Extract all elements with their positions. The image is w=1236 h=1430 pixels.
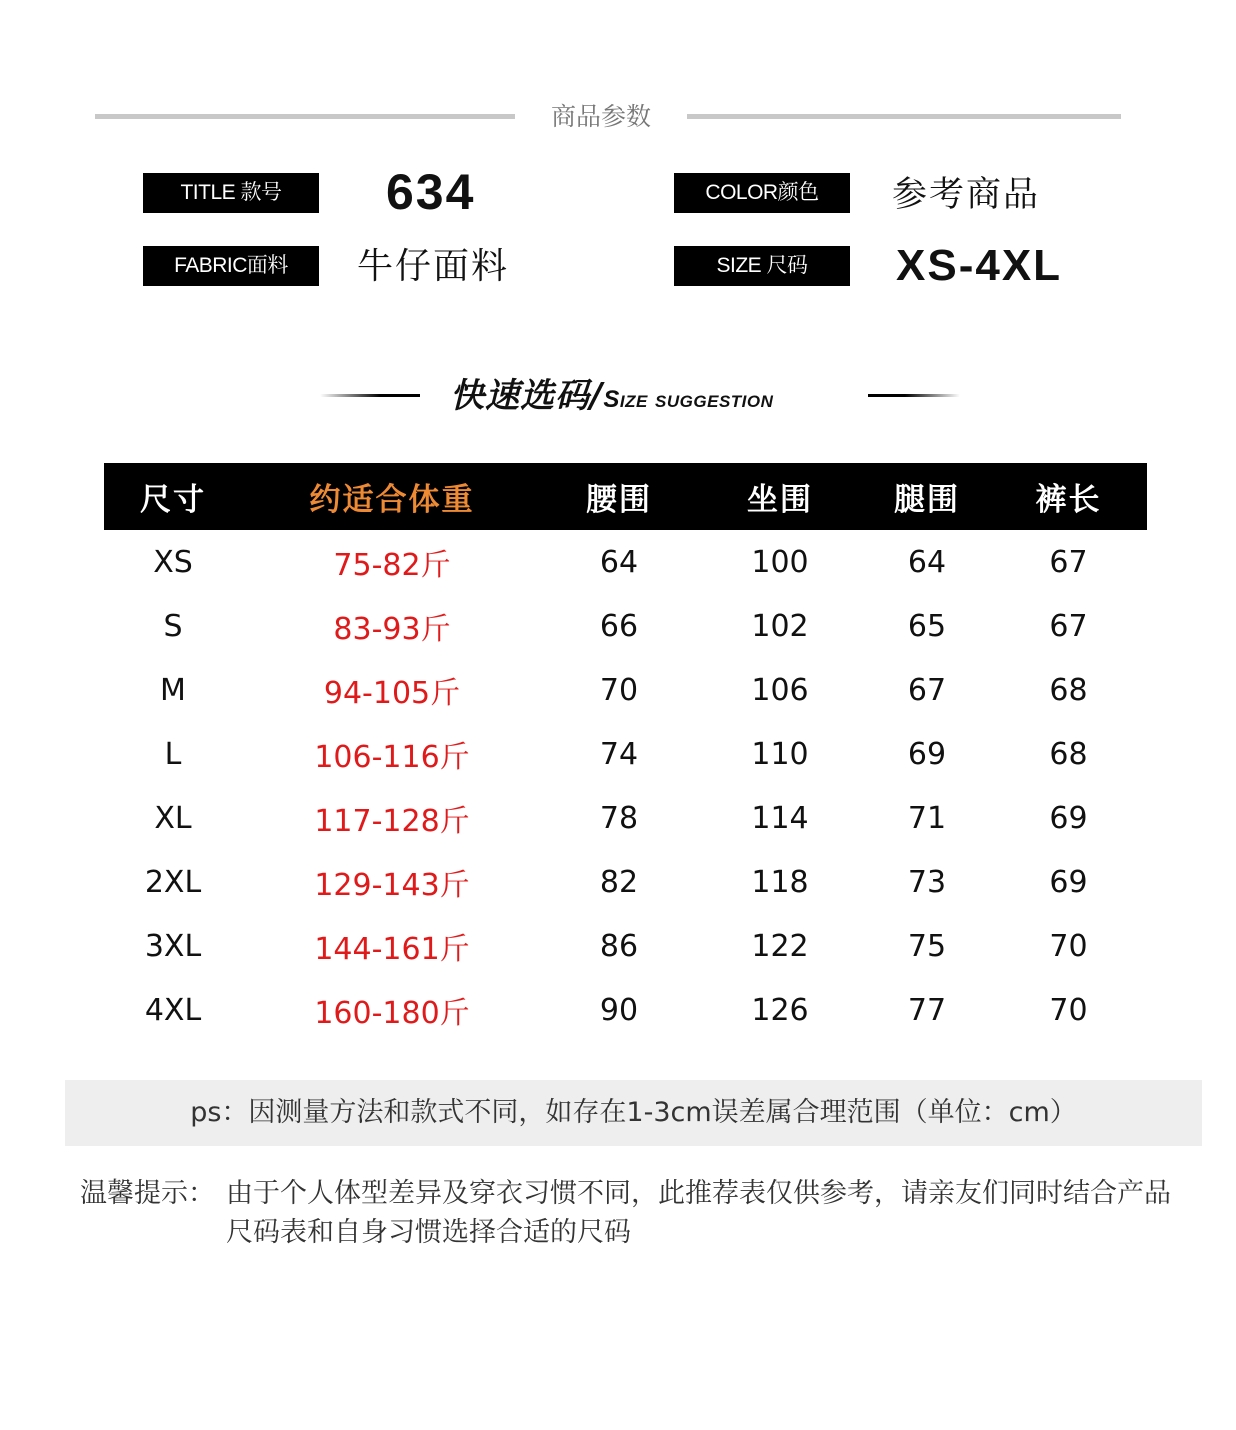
waist-cell: 90 [599, 992, 639, 1028]
fabric-value: 牛仔面料 [357, 246, 510, 287]
table-row [104, 786, 1147, 850]
divider-line [320, 394, 420, 397]
weight-cell: 144-161斤 [314, 932, 470, 967]
size-cell: XS [153, 544, 193, 580]
length-cell: 67 [1049, 544, 1088, 580]
params-heading [95, 100, 1121, 136]
hip-cell: 122 [751, 928, 809, 964]
size-cell: M [160, 672, 186, 708]
table-row [104, 722, 1147, 786]
weight-cell: 129-143斤 [314, 868, 470, 903]
header-length: 裤长 [990, 463, 1147, 530]
length-cell: 68 [1049, 672, 1088, 708]
length-cell: 69 [1049, 800, 1088, 836]
hip-cell: 106 [751, 672, 809, 708]
thigh-cell: 67 [907, 672, 947, 708]
hip-cell: 118 [751, 864, 809, 900]
header-size: 尺寸 [104, 463, 242, 530]
divider-line [687, 114, 1121, 119]
size-cell: L [164, 736, 182, 772]
table-row [104, 850, 1147, 914]
weight-cell: 75-82斤 [333, 548, 451, 583]
thigh-cell: 73 [907, 864, 947, 900]
reminder-text: 由于个人体型差异及穿衣习惯不同，此推荐表仅供参考，请亲友们同时结合产品尺码表和自身习惯选择合适的尺码 [226, 1178, 1171, 1248]
table-row [104, 530, 1147, 594]
color-tag: COLOR颜色 [674, 173, 850, 213]
weight-cell: 106-116斤 [314, 740, 470, 775]
weight-cell: 117-128斤 [314, 804, 470, 839]
table-row [104, 978, 1147, 1042]
hip-cell: 114 [751, 800, 809, 836]
size-value: XS-4XL [896, 241, 1063, 290]
title-value: 634 [386, 164, 476, 220]
header-weight: 约适合体重 [242, 463, 542, 530]
table-row [104, 594, 1147, 658]
waist-cell: 70 [599, 672, 639, 708]
waist-cell: 82 [599, 864, 639, 900]
header-hip: 坐围 [696, 463, 864, 530]
size-cell: XL [154, 800, 192, 836]
waist-cell: 64 [599, 544, 639, 580]
length-cell: 70 [1049, 992, 1088, 1028]
hip-cell: 126 [751, 992, 809, 1028]
thigh-cell: 71 [907, 800, 947, 836]
length-cell: 68 [1049, 736, 1088, 772]
length-cell: 70 [1049, 928, 1088, 964]
weight-cell: 160-180斤 [314, 996, 470, 1031]
length-cell: 69 [1049, 864, 1088, 900]
table-row [104, 914, 1147, 978]
header-waist: 腰围 [542, 463, 696, 530]
color-value: 参考商品 [892, 175, 1041, 215]
size-cell: 3XL [144, 928, 202, 964]
hip-cell: 100 [751, 544, 809, 580]
header-thigh: 腿围 [864, 463, 990, 530]
thigh-cell: 64 [907, 544, 947, 580]
size-cell: 2XL [144, 864, 202, 900]
thigh-cell: 69 [907, 736, 947, 772]
table-row [104, 658, 1147, 722]
size-cell: S [163, 608, 183, 644]
size-suggestion-title [450, 368, 773, 430]
divider-line [868, 394, 960, 397]
fabric-tag: FABRIC面料 [143, 246, 319, 286]
ps-note: ps：因测量方法和款式不同，如存在1-3cm误差属合理范围（单位：cm） [65, 1080, 1202, 1146]
title-tag: TITLE 款号 [143, 173, 319, 213]
size-suggestion-title-cn: 快速选码/ [450, 376, 604, 416]
reminder-label: 温馨提示： [80, 1178, 215, 1209]
waist-cell: 74 [599, 736, 639, 772]
weight-cell: 94-105斤 [323, 676, 461, 711]
divider-line [95, 114, 515, 119]
size-suggestion-heading [320, 368, 960, 424]
waist-cell: 66 [599, 608, 639, 644]
length-cell: 67 [1049, 608, 1088, 644]
weight-cell: 83-93斤 [333, 612, 451, 647]
size-tag: SIZE 尺码 [674, 246, 850, 286]
hip-cell: 102 [751, 608, 809, 644]
size-cell: 4XL [144, 992, 202, 1028]
table-header-row [104, 463, 1147, 530]
thigh-cell: 77 [907, 992, 947, 1028]
size-table [104, 463, 1147, 1042]
hip-cell: 110 [751, 736, 809, 772]
waist-cell: 78 [599, 800, 639, 836]
size-suggestion-title-en: Size suggestion [603, 386, 774, 413]
params-heading-label: 商品参数 [550, 102, 651, 131]
waist-cell: 86 [599, 928, 639, 964]
thigh-cell: 65 [907, 608, 947, 644]
thigh-cell: 75 [907, 928, 947, 964]
